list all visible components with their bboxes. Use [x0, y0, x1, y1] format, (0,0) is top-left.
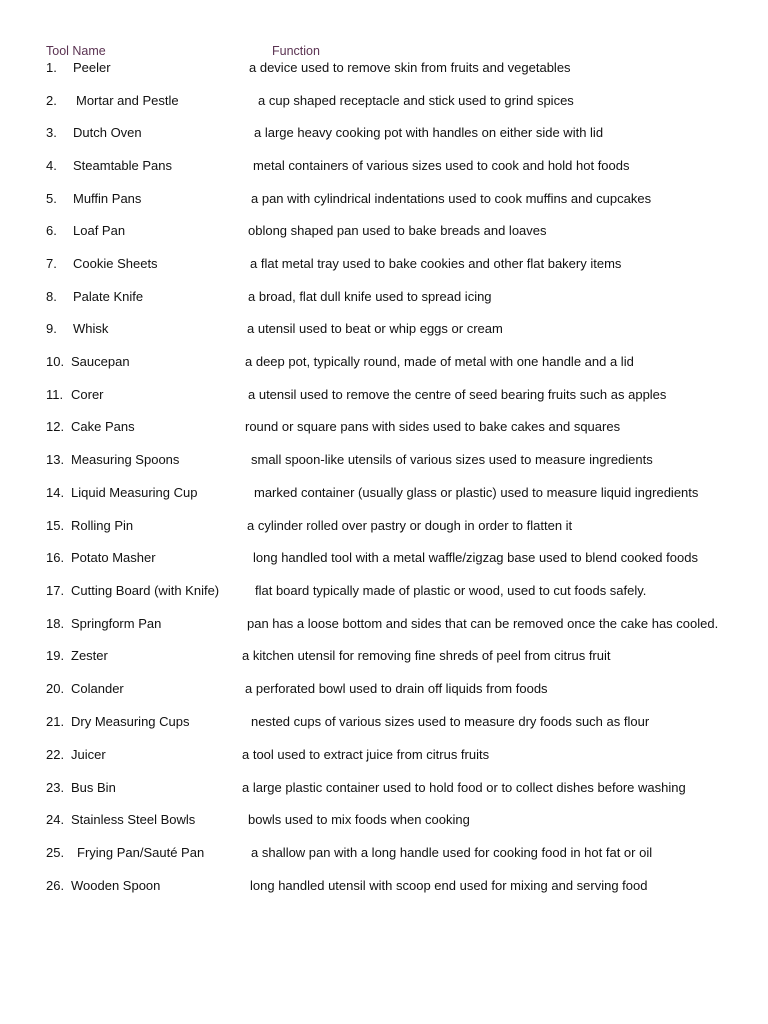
- item-number: 7.: [46, 256, 57, 271]
- tool-function: a deep pot, typically round, made of metal with one handle and a lid: [245, 354, 634, 369]
- tool-function: a cylinder rolled over pastry or dough in order to flatten it: [247, 518, 573, 533]
- item-number: 21.: [46, 714, 65, 729]
- tool-function: long handled tool with a metal waffle/zigzag base used to blend cooked foods: [253, 550, 698, 565]
- item-number: 4.: [46, 158, 57, 173]
- list-item: [0, 156, 768, 176]
- tool-name: Muffin Pans: [73, 191, 142, 206]
- tool-function: pan has a loose bottom and sides that can be removed once the cake has cooled.: [247, 616, 719, 631]
- item-number: 6.: [46, 223, 57, 238]
- tool-function: a cup shaped receptacle and stick used to grind spices: [258, 93, 574, 108]
- tool-function: a kitchen utensil for removing fine shreds of peel from citrus fruit: [242, 648, 611, 663]
- item-number: 26.: [46, 878, 65, 893]
- list-item: [0, 712, 768, 732]
- list-item: [0, 646, 768, 666]
- tool-function: flat board typically made of plastic or wood, used to cut foods safely.: [255, 583, 647, 598]
- tool-name: Liquid Measuring Cup: [71, 485, 198, 500]
- tool-function: oblong shaped pan used to bake breads and loaves: [248, 223, 547, 238]
- item-number: 5.: [46, 191, 57, 206]
- list-item: [0, 91, 768, 111]
- tool-function: a tool used to extract juice from citrus fruits: [242, 747, 490, 762]
- tool-function: nested cups of various sizes used to measure dry foods such as flour: [251, 714, 650, 729]
- list-item: [0, 483, 768, 503]
- item-number: 20.: [46, 681, 65, 696]
- list-item: [0, 319, 768, 339]
- item-number: 11.: [46, 387, 64, 402]
- tool-function: round or square pans with sides used to bake cakes and squares: [245, 419, 621, 434]
- item-number: 15.: [46, 518, 65, 533]
- list-item: [0, 614, 768, 634]
- item-number: 25.: [46, 845, 65, 860]
- item-number: 19.: [46, 648, 65, 663]
- list-item: [0, 385, 768, 405]
- tool-function: small spoon-like utensils of various sizes used to measure ingredients: [251, 452, 653, 467]
- list-item: [0, 287, 768, 307]
- tool-name: Juicer: [71, 747, 106, 762]
- tool-function: a broad, flat dull knife used to spread icing: [248, 289, 492, 304]
- tool-function: a perforated bowl used to drain off liquids from foods: [245, 681, 548, 696]
- list-item: [0, 123, 768, 143]
- tool-function: a device used to remove skin from fruits and vegetables: [249, 60, 571, 75]
- item-number: 2.: [46, 93, 57, 108]
- list-item: [0, 876, 768, 896]
- item-number: 9.: [46, 321, 57, 336]
- list-item: [0, 843, 768, 863]
- tool-function: a utensil used to beat or whip eggs or cream: [247, 321, 503, 336]
- item-number: 17.: [46, 583, 65, 598]
- tool-function: long handled utensil with scoop end used for mixing and serving food: [250, 878, 648, 893]
- item-number: 3.: [46, 125, 57, 140]
- tool-name: Measuring Spoons: [71, 452, 180, 467]
- item-number: 13.: [46, 452, 65, 467]
- tool-name: Whisk: [73, 321, 109, 336]
- column-header-tool-name: Tool Name: [46, 44, 106, 58]
- tool-name: Cake Pans: [71, 419, 135, 434]
- tool-name: Stainless Steel Bowls: [71, 812, 196, 827]
- tool-name: Peeler: [73, 60, 111, 75]
- tool-name: Saucepan: [71, 354, 130, 369]
- list-item: [0, 679, 768, 699]
- list-item: [0, 221, 768, 241]
- item-number: 14.: [46, 485, 65, 500]
- list-item: [0, 516, 768, 536]
- list-item: [0, 810, 768, 830]
- list-item: [0, 58, 768, 78]
- tool-name: Cutting Board (with Knife): [71, 583, 220, 598]
- tool-name: Bus Bin: [71, 780, 116, 795]
- item-number: 1.: [46, 60, 57, 75]
- tool-name: Mortar and Pestle: [76, 93, 179, 108]
- item-number: 18.: [46, 616, 65, 631]
- list-item: [0, 548, 768, 568]
- tool-function: a shallow pan with a long handle used for cooking food in hot fat or oil: [251, 845, 653, 860]
- tool-name: Frying Pan/Sauté Pan: [77, 845, 205, 860]
- tool-function: a pan with cylindrical indentations used to cook muffins and cupcakes: [251, 191, 652, 206]
- tool-name: Colander: [71, 681, 124, 696]
- list-item: [0, 581, 768, 601]
- tool-function: a large plastic container used to hold food or to collect dishes before washing: [242, 780, 686, 795]
- tool-function: a utensil used to remove the centre of seed bearing fruits such as apples: [248, 387, 667, 402]
- tool-name: Dutch Oven: [73, 125, 142, 140]
- tool-name: Wooden Spoon: [71, 878, 161, 893]
- list-item: [0, 189, 768, 209]
- tool-name: Rolling Pin: [71, 518, 134, 533]
- list-item: [0, 254, 768, 274]
- tool-name: Corer: [71, 387, 104, 402]
- tool-name: Loaf Pan: [73, 223, 126, 238]
- tool-name: Cookie Sheets: [73, 256, 158, 271]
- item-number: 16.: [46, 550, 65, 565]
- tool-function: bowls used to mix foods when cooking: [248, 812, 470, 827]
- list-item: [0, 745, 768, 765]
- list-item: [0, 450, 768, 470]
- item-number: 24.: [46, 812, 65, 827]
- item-number: 8.: [46, 289, 57, 304]
- tool-function: a large heavy cooking pot with handles on either side with lid: [254, 125, 604, 140]
- tool-name: Palate Knife: [73, 289, 144, 304]
- list-item: [0, 352, 768, 372]
- tool-name: Zester: [71, 648, 108, 663]
- tool-name: Springform Pan: [71, 616, 162, 631]
- list-item: [0, 778, 768, 798]
- item-number: 12.: [46, 419, 65, 434]
- tool-function: a flat metal tray used to bake cookies and other flat bakery items: [250, 256, 622, 271]
- item-number: 23.: [46, 780, 65, 795]
- item-number: 10.: [46, 354, 65, 369]
- item-number: 22.: [46, 747, 65, 762]
- tool-name: Potato Masher: [71, 550, 156, 565]
- tool-name: Steamtable Pans: [73, 158, 173, 173]
- column-header-function: Function: [272, 44, 320, 58]
- list-item: [0, 417, 768, 437]
- tool-function: metal containers of various sizes used to cook and hold hot foods: [253, 158, 630, 173]
- tool-function: marked container (usually glass or plastic) used to measure liquid ingredients: [254, 485, 699, 500]
- tool-name: Dry Measuring Cups: [71, 714, 190, 729]
